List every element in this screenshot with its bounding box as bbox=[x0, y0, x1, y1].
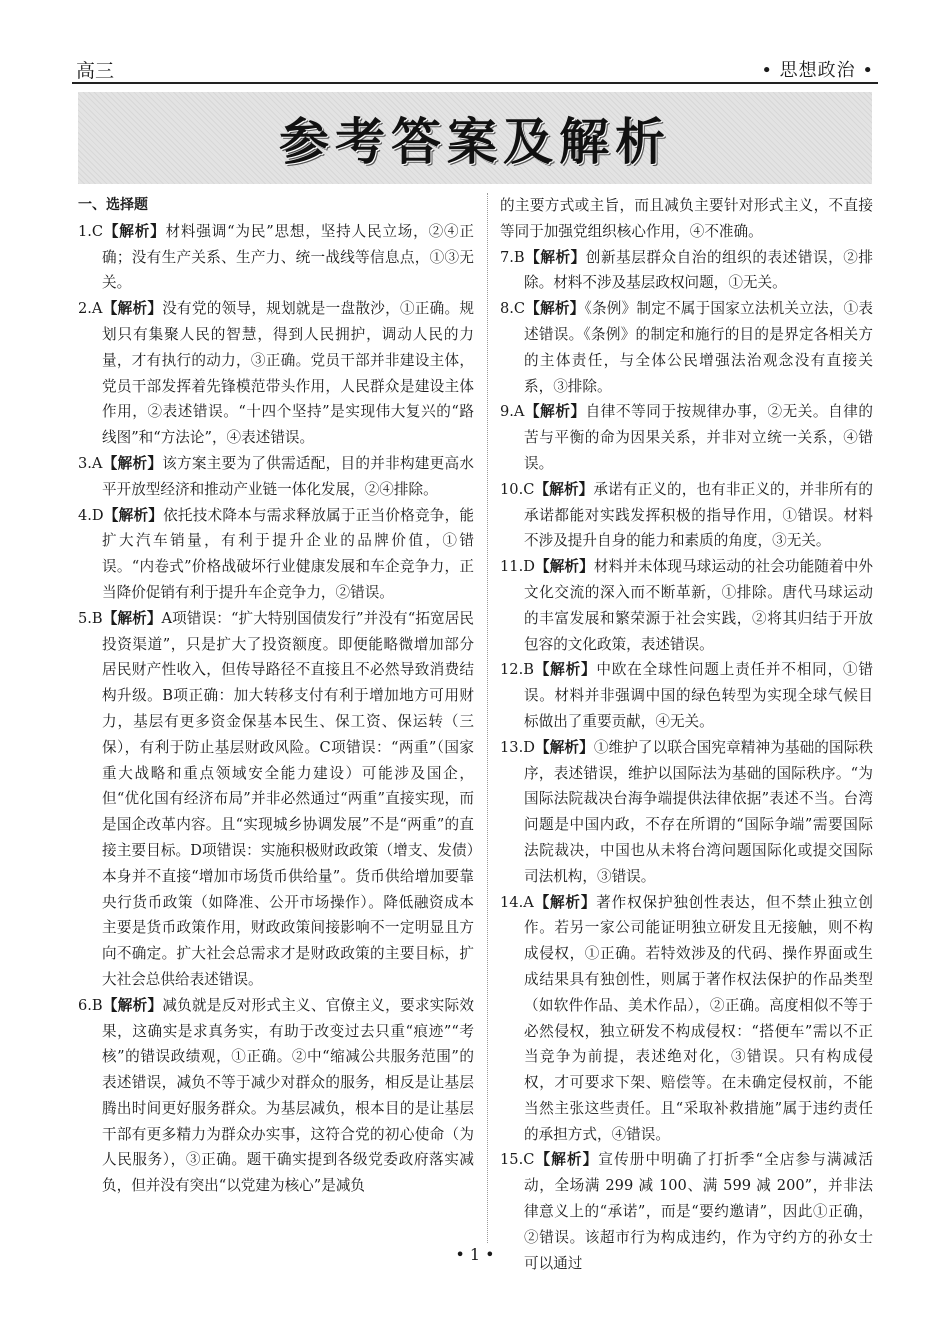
analysis-tag: 【解析】 bbox=[102, 300, 163, 318]
answer-text: 创新基层群众自治的组织的表述错误，②排除。材料不涉及基层政权问题，①无关。 bbox=[524, 248, 873, 292]
answer-number: 13.D bbox=[500, 738, 535, 756]
answer-text: 没有党的领导，规划就是一盘散沙，①正确。规划只有集聚人民的智慧，得到人民拥护，调动人民的力量，才有执行的动力，③正确。党员干部并非建设主体，党员干部发挥着先锋模范带头作用，人民群众是建设主体作用，②表述错误。“十四个坚持”是实现伟大复兴的“路线图”和“方法论”，④表述错误。 bbox=[102, 300, 474, 447]
answer-text: 自律不等同于按规律办事，②无关。自律的苦与平衡的命为因果关系，并非对立统一关系，④错误。 bbox=[524, 403, 873, 472]
column-divider bbox=[487, 193, 488, 1243]
answer-number: 5.B bbox=[78, 609, 103, 627]
analysis-tag: 【解析】 bbox=[533, 893, 597, 911]
answer-item bbox=[500, 554, 873, 657]
analysis-tag: 【解析】 bbox=[525, 300, 585, 318]
answer-number: 12.B bbox=[500, 661, 534, 679]
answer-item bbox=[78, 296, 474, 451]
analysis-tag: 【解析】 bbox=[102, 609, 162, 627]
answer-item bbox=[500, 657, 873, 734]
answer-text: 著作权保护独创性表达，但不禁止独立创作。若另一家公司能证明独立研发且无接触，则不构成侵权，①正确。若特效涉及的代码、操作界面或生成结果具有独创性，则属于著作权法保护的作品类型（如软件作品、美术作品），②正确。高度相似不等于必然侵权，独立研发不构成侵权：“搭便车”需以不正当竞争为前提，表述绝对化，③错误。只有构成侵权，才可要求下架、赔偿等。在未确定侵权前，不能当然主张这些责任。且“采取补救措施”属于违约责任的承担方式，④错误。 bbox=[524, 893, 873, 1143]
answer-item bbox=[500, 890, 873, 1148]
answer-number: 2.A bbox=[78, 300, 103, 318]
subject-label: • 思想政治 • bbox=[761, 60, 874, 81]
page-title: 参考答案及解析 bbox=[279, 113, 671, 171]
answer-item bbox=[78, 451, 474, 503]
analysis-tag: 【解析】 bbox=[524, 248, 586, 266]
answer-number: 3.A bbox=[78, 454, 103, 472]
answer-item bbox=[78, 606, 474, 993]
answer-number: 8.C bbox=[500, 300, 526, 318]
analysis-tag: 【解析】 bbox=[102, 454, 163, 472]
answer-text: ①维护了以联合国宪章精神为基础的国际秩序，表述错误，维护以国际法为基础的国际秩序。“为国际法院裁决台海争端提供法律依据”表述不当。台湾问题是中国内政，不存在所谓的“国际争端”需要国际法院裁决，中国也从未将台湾问题国际化或提交国际司法机构，③错误。 bbox=[524, 738, 873, 885]
answer-item bbox=[500, 477, 873, 554]
analysis-tag: 【解析】 bbox=[534, 738, 594, 756]
answer-item bbox=[500, 296, 873, 399]
answer-number: 10.C bbox=[500, 480, 535, 498]
answer-number: 11.D bbox=[500, 558, 535, 576]
answer-number: 14.A bbox=[500, 893, 534, 911]
answer-text: A项错误：“扩大特别国债发行”并没有“拓宽居民投资渠道”，只是扩大了投资额度。即便能略微增加部分居民财产性收入，但传导路径不直接且不必然导致消费结构升级。B项正确：加大转移支付有利于增加地方可用财力，基层有更多资金保基本民生、保工资、保运转（三保），有利于防止基层财政风险。C项错误：“两重”（国家重大战略和重点领域安全能力建设）可能涉及国企，但“优化国有经济布局”并非必然通过“两重”直接实现，而是国企改革内容。且“实现城乡协调发展”不是“两重”的直接主要目标。D项错误：实施积极财政政策（增支、发债）本身并不直接“增加市场货币供给量”。货币供给增加要靠央行货币政策（如降准、公开市场操作）。降低融资成本主要是货币政策作用，财政政策间接影响不一定明显且方向不确定。扩大社会总需求才是财政政策的主要目标，扩大社会总供给表述错误。 bbox=[102, 609, 474, 988]
page-number: • 1 • bbox=[455, 1245, 495, 1264]
analysis-tag: 【解析】 bbox=[534, 1151, 599, 1169]
analysis-tag: 【解析】 bbox=[533, 661, 597, 679]
page-header bbox=[72, 52, 878, 84]
answer-number: 1.C bbox=[78, 222, 104, 240]
answer-text: 该方案主要为了供需适配，目的并非构建更高水平开放型经济和推动产业链一体化发展，②④排除。 bbox=[102, 454, 474, 498]
answer-text: 减负就是反对形式主义、官僚主义，要求实际效果，这确实是求真务实，有助于改变过去只重“痕迹”“考核”的错误政绩观，①正确。②中“缩减公共服务范围”的表述错误，减负不等于减少对群众的服务，相反是让基层腾出时间更好服务群众。为基层减负，根本目的是让基层干部有更多精力为群众办实事，这符合党的初心使命（为人民服务），③正确。题干确实提到各级党委政府落实减负，但并没有突出“以党建为核心”是减负 bbox=[102, 996, 474, 1195]
analysis-tag: 【解析】 bbox=[103, 222, 166, 240]
analysis-tag: 【解析】 bbox=[102, 996, 163, 1014]
answer-text: 材料并未体现马球运动的社会功能随着中外文化交流的深入而不断革新，①排除。唐代马球运动的丰富发展和繁荣源于社会实践，②将其归结于开放包容的文化政策，表述错误。 bbox=[524, 558, 873, 653]
answer-number: 15.C bbox=[500, 1151, 535, 1169]
analysis-tag: 【解析】 bbox=[534, 480, 594, 498]
answer-item bbox=[78, 503, 474, 606]
answer-item bbox=[500, 735, 873, 890]
answer-item bbox=[500, 245, 873, 297]
answer-number: 9.A bbox=[500, 403, 525, 421]
left-column bbox=[78, 193, 474, 1199]
analysis-tag: 【解析】 bbox=[103, 506, 164, 524]
answer-text: 中欧在全球性问题上责任并不相同，①错误。材料并非强调中国的绿色转型为实现全球气候目标做出了重要贡献，④无关。 bbox=[524, 661, 873, 730]
answer-item bbox=[78, 219, 474, 296]
right-column bbox=[500, 193, 873, 1276]
answer-text: 材料强调“为民”思想，坚持人民立场，②④正确；没有生产关系、生产力、统一战线等信息点，①③无关。 bbox=[102, 222, 474, 292]
answer-text: 宣传册中明确了打折季“全店参与满减活动，全场满 299 减 100、满 599 减 200”，并非法律意义上的“承诺”，而是“要约邀请”，因此①正确，②错误。该超市行为构成违约，作为守约方的孙女士可以通过 bbox=[524, 1151, 873, 1272]
answer-text: 《条例》制定不属于国家立法机关立法，①表述错误。《条例》的制定和施行的目的是界定各相关方的主体责任，与全体公民增强法治观念没有直接关系，③排除。 bbox=[524, 300, 873, 395]
section-heading: 一、选择题 bbox=[78, 197, 148, 213]
answer-continuation: 的主要方式或主旨，而且减负主要针对形式主义，不直接等同于加强党组织核心作用，④不准确。 bbox=[500, 197, 873, 240]
grade-label: 高三 bbox=[76, 60, 115, 82]
answer-item bbox=[500, 399, 873, 476]
answer-number: 7.B bbox=[500, 248, 525, 266]
answer-text: 承诺有正义的，也有非正义的，并非所有的承诺都能对实践发挥积极的指导作用，①错误。材料不涉及提升自身的能力和素质的角度，③无关。 bbox=[524, 480, 873, 550]
analysis-tag: 【解析】 bbox=[524, 403, 586, 421]
analysis-tag: 【解析】 bbox=[534, 558, 594, 576]
answer-number: 4.D bbox=[78, 506, 104, 524]
answer-number: 6.B bbox=[78, 996, 103, 1014]
answer-item bbox=[78, 993, 474, 1199]
title-banner bbox=[78, 92, 872, 184]
answer-text: 依托技术降本与需求释放属于正当价格竞争，能扩大汽车销量，有利于提升企业的品牌价值，①错误。“内卷式”价格战破坏行业健康发展和车企竞争力，正当降价促销有利于提升车企竞争力，②错误。 bbox=[102, 506, 474, 601]
